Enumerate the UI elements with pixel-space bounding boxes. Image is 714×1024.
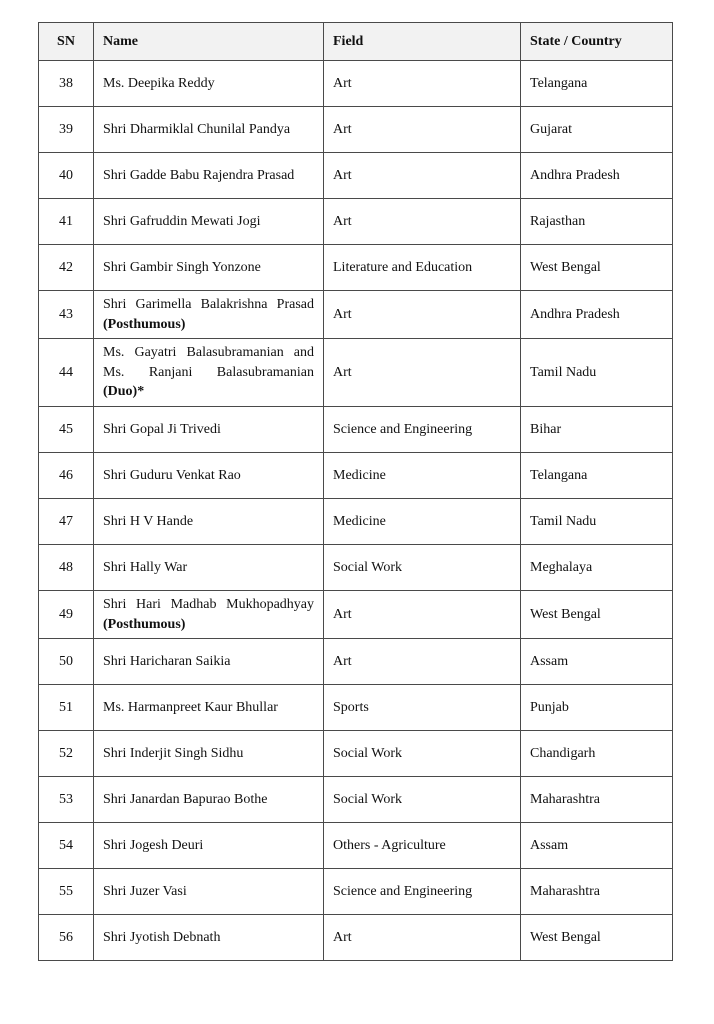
name-main: Shri Hari Madhab Mukhopadhyay — [103, 596, 314, 612]
name-main: Shri Hally War — [103, 559, 188, 575]
cell-state: Telangana — [521, 61, 673, 107]
cell-sn: 50 — [39, 639, 94, 685]
cell-name — [94, 498, 324, 544]
cell-name — [94, 339, 324, 407]
cell-state: West Bengal — [521, 590, 673, 638]
cell-name — [94, 245, 324, 291]
cell-state: West Bengal — [521, 915, 673, 961]
name-main: Ms. Gayatri Balasubramanian and Ms. Ranjani Balasubramanian — [103, 345, 314, 380]
cell-state: Maharashtra — [521, 869, 673, 915]
table-body — [39, 61, 673, 961]
name-main: Shri Haricharan Saikia — [103, 653, 231, 669]
cell-state: Assam — [521, 639, 673, 685]
cell-sn: 39 — [39, 107, 94, 153]
table-row — [39, 153, 673, 199]
cell-name — [94, 590, 324, 638]
cell-sn: 55 — [39, 869, 94, 915]
cell-sn: 42 — [39, 245, 94, 291]
cell-field: Art — [324, 639, 521, 685]
table-row — [39, 590, 673, 638]
cell-field: Sports — [324, 685, 521, 731]
table-row — [39, 685, 673, 731]
cell-sn: 49 — [39, 590, 94, 638]
cell-sn: 46 — [39, 452, 94, 498]
table-row — [39, 61, 673, 107]
cell-sn: 45 — [39, 406, 94, 452]
cell-state: Rajasthan — [521, 199, 673, 245]
table-row — [39, 823, 673, 869]
cell-field: Literature and Education — [324, 245, 521, 291]
table-row — [39, 777, 673, 823]
cell-name — [94, 823, 324, 869]
cell-state: Tamil Nadu — [521, 339, 673, 407]
cell-name — [94, 107, 324, 153]
cell-state: Meghalaya — [521, 544, 673, 590]
name-main: Shri H V Hande — [103, 513, 194, 529]
cell-name — [94, 915, 324, 961]
cell-state: Chandigarh — [521, 731, 673, 777]
table-row — [39, 639, 673, 685]
table-row — [39, 498, 673, 544]
name-bold: (Posthumous) — [103, 616, 186, 632]
cell-field: Medicine — [324, 452, 521, 498]
cell-field: Science and Engineering — [324, 406, 521, 452]
name-main: Shri Guduru Venkat Rao — [103, 467, 241, 483]
cell-field: Others - Agriculture — [324, 823, 521, 869]
name-bold: (Posthumous) — [103, 316, 186, 332]
cell-sn: 56 — [39, 915, 94, 961]
cell-field: Social Work — [324, 544, 521, 590]
name-main: Shri Juzer Vasi — [103, 883, 187, 899]
name-main: Shri Garimella Balakrishna Prasad — [103, 297, 314, 312]
cell-field: Art — [324, 291, 521, 339]
cell-field: Art — [324, 199, 521, 245]
cell-sn: 54 — [39, 823, 94, 869]
cell-state: West Bengal — [521, 245, 673, 291]
cell-name — [94, 544, 324, 590]
cell-sn: 53 — [39, 777, 94, 823]
cell-field: Art — [324, 915, 521, 961]
cell-state: Andhra Pradesh — [521, 153, 673, 199]
cell-name — [94, 777, 324, 823]
name-main: Shri Gafruddin Mewati Jogi — [103, 213, 261, 229]
cell-sn: 52 — [39, 731, 94, 777]
header-state: State / Country — [521, 23, 673, 61]
name-main: Shri Jogesh Deuri — [103, 837, 204, 853]
cell-field: Art — [324, 107, 521, 153]
cell-field: Art — [324, 590, 521, 638]
table-row — [39, 339, 673, 407]
cell-sn: 38 — [39, 61, 94, 107]
name-bold: (Duo)* — [103, 384, 145, 400]
cell-name — [94, 869, 324, 915]
header-field: Field — [324, 23, 521, 61]
cell-name — [94, 452, 324, 498]
cell-sn: 41 — [39, 199, 94, 245]
cell-state: Gujarat — [521, 107, 673, 153]
cell-sn: 51 — [39, 685, 94, 731]
header-sn: SN — [39, 23, 94, 61]
table-row — [39, 452, 673, 498]
name-main: Ms. Harmanpreet Kaur Bhullar — [103, 699, 278, 715]
cell-sn: 48 — [39, 544, 94, 590]
name-main: Shri Gadde Babu Rajendra Prasad — [103, 167, 295, 183]
cell-state: Bihar — [521, 406, 673, 452]
cell-state: Punjab — [521, 685, 673, 731]
name-main: Shri Janardan Bapurao Bothe — [103, 791, 268, 807]
cell-field: Medicine — [324, 498, 521, 544]
header-name: Name — [94, 23, 324, 61]
cell-name — [94, 731, 324, 777]
header-row — [39, 23, 673, 61]
cell-sn: 43 — [39, 291, 94, 339]
table-header — [39, 23, 673, 61]
name-main: Shri Inderjit Singh Sidhu — [103, 745, 244, 761]
cell-field: Art — [324, 61, 521, 107]
cell-sn: 47 — [39, 498, 94, 544]
awardees-table — [38, 22, 673, 961]
cell-name — [94, 153, 324, 199]
cell-sn: 40 — [39, 153, 94, 199]
cell-name — [94, 199, 324, 245]
name-main: Shri Gopal Ji Trivedi — [103, 421, 221, 437]
name-main: Ms. Deepika Reddy — [103, 75, 215, 91]
cell-name — [94, 685, 324, 731]
table-row — [39, 107, 673, 153]
table-row — [39, 199, 673, 245]
name-main: Shri Gambir Singh Yonzone — [103, 259, 261, 275]
cell-name — [94, 291, 324, 339]
table-row — [39, 915, 673, 961]
name-main: Shri Dharmiklal Chunilal Pandya — [103, 121, 291, 137]
table-row — [39, 245, 673, 291]
cell-state: Telangana — [521, 452, 673, 498]
cell-name — [94, 406, 324, 452]
table-row — [39, 731, 673, 777]
cell-name — [94, 639, 324, 685]
cell-field: Art — [324, 153, 521, 199]
cell-state: Andhra Pradesh — [521, 291, 673, 339]
cell-sn: 44 — [39, 339, 94, 407]
cell-field: Social Work — [324, 777, 521, 823]
table-row — [39, 544, 673, 590]
cell-field: Art — [324, 339, 521, 407]
cell-field: Science and Engineering — [324, 869, 521, 915]
cell-state: Assam — [521, 823, 673, 869]
table-row — [39, 406, 673, 452]
cell-field: Social Work — [324, 731, 521, 777]
name-main: Shri Jyotish Debnath — [103, 929, 221, 945]
table-row — [39, 291, 673, 339]
cell-name — [94, 61, 324, 107]
table-row — [39, 869, 673, 915]
cell-state: Tamil Nadu — [521, 498, 673, 544]
cell-state: Maharashtra — [521, 777, 673, 823]
